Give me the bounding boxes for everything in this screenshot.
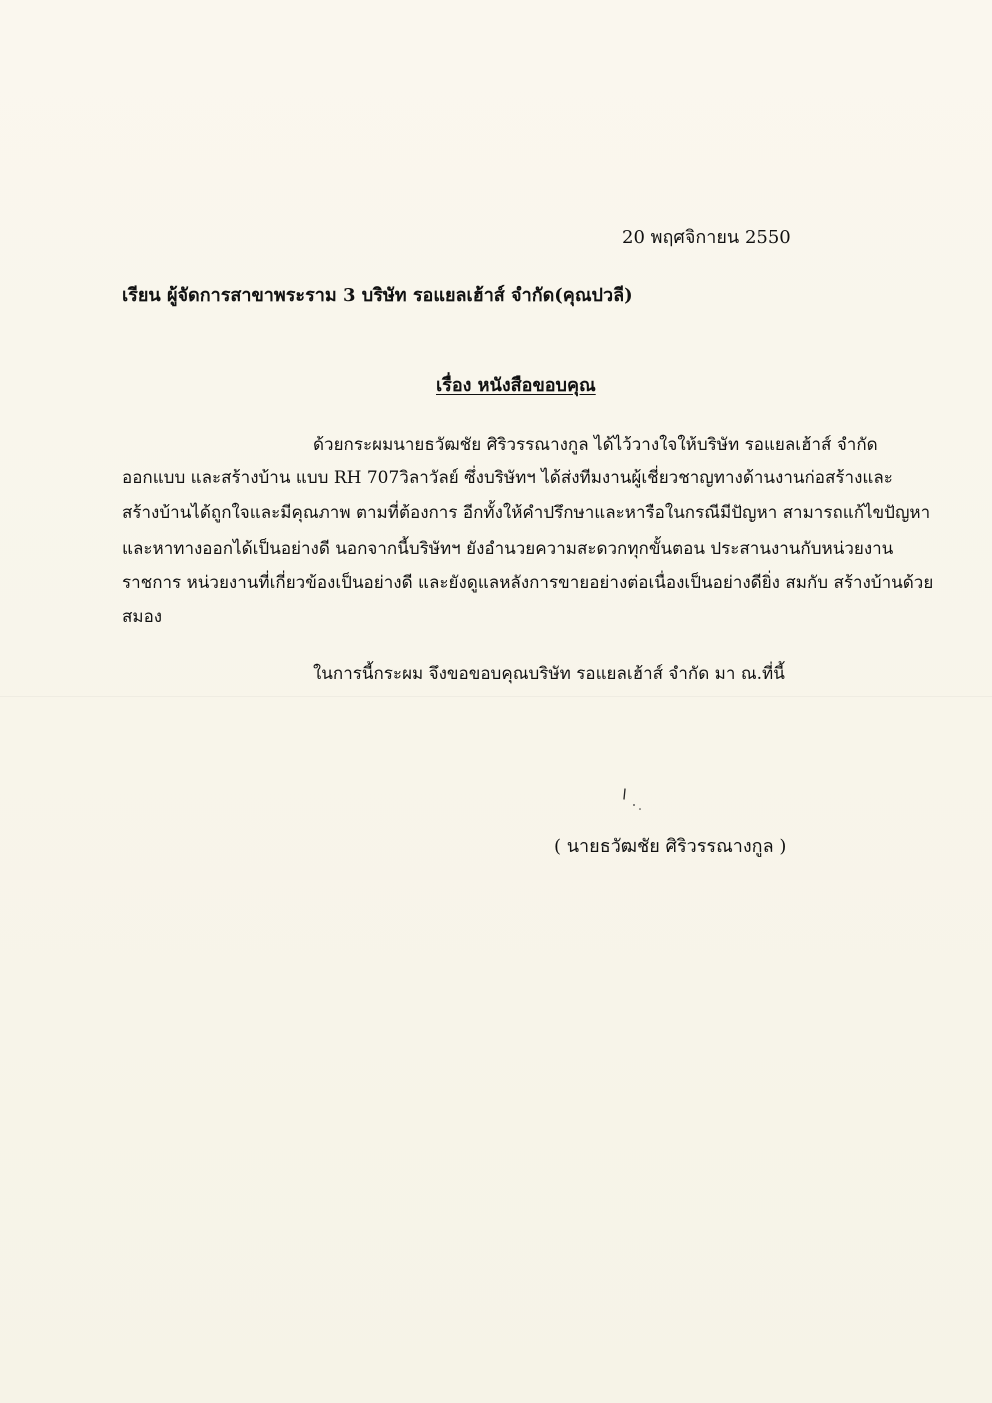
signature-mark [616,785,650,815]
signature-name: ( นายธวัฒชัย ศิริวรรณางกูล ) [554,836,787,857]
body-line: และหาทางออกได้เป็นอย่างดี นอกจากนี้บริษัทฯ ยังอำนวยความสะดวกทุกขั้นตอน ประสานงานกับหน่วยงาน [122,539,894,559]
body-line: ราชการ หน่วยงานที่เกี่ยวข้องเป็นอย่างดี และยังดูแลหลังการขายอย่างต่อเนื่องเป็นอย่างดียิ่ง สมกับ สร้างบ้านด้วย [122,573,934,593]
letter-date: 20 พฤศจิกายน 2550 [622,227,791,248]
scan-fold-line [0,696,992,697]
body-line: สมอง [122,607,163,627]
recipient-line: เรียน ผู้จัดการสาขาพระราม 3 บริษัท รอแยลเฮ้าส์ จำกัด(คุณปวลี) [122,285,633,306]
closing-line: ในการนี้กระผม จึงขอขอบคุณบริษัท รอแยลเฮ้าส์ จำกัด มา ณ.ที่นี้ [313,664,785,684]
body-line: ออกแบบ และสร้างบ้าน แบบ RH 707วิลาวัลย์ ซึ่งบริษัทฯ ได้ส่งทีมงานผู้เชี่ยวชาญทางด้านงานก่อสร้างและ [122,468,893,488]
subject-line: เรื่อง หนังสือขอบคุณ [436,375,596,396]
body-line: สร้างบ้านได้ถูกใจและมีคุณภาพ ตามที่ต้องการ อีกทั้งให้คำปรึกษาและหารือในกรณีมีปัญหา สามารถแก้ไขปัญหา [122,503,931,523]
body-line: ด้วยกระผมนายธวัฒชัย ศิริวรรณางกูล ได้ไว้วางใจให้บริษัท รอแยลเฮ้าส์ จำกัด [313,435,878,455]
